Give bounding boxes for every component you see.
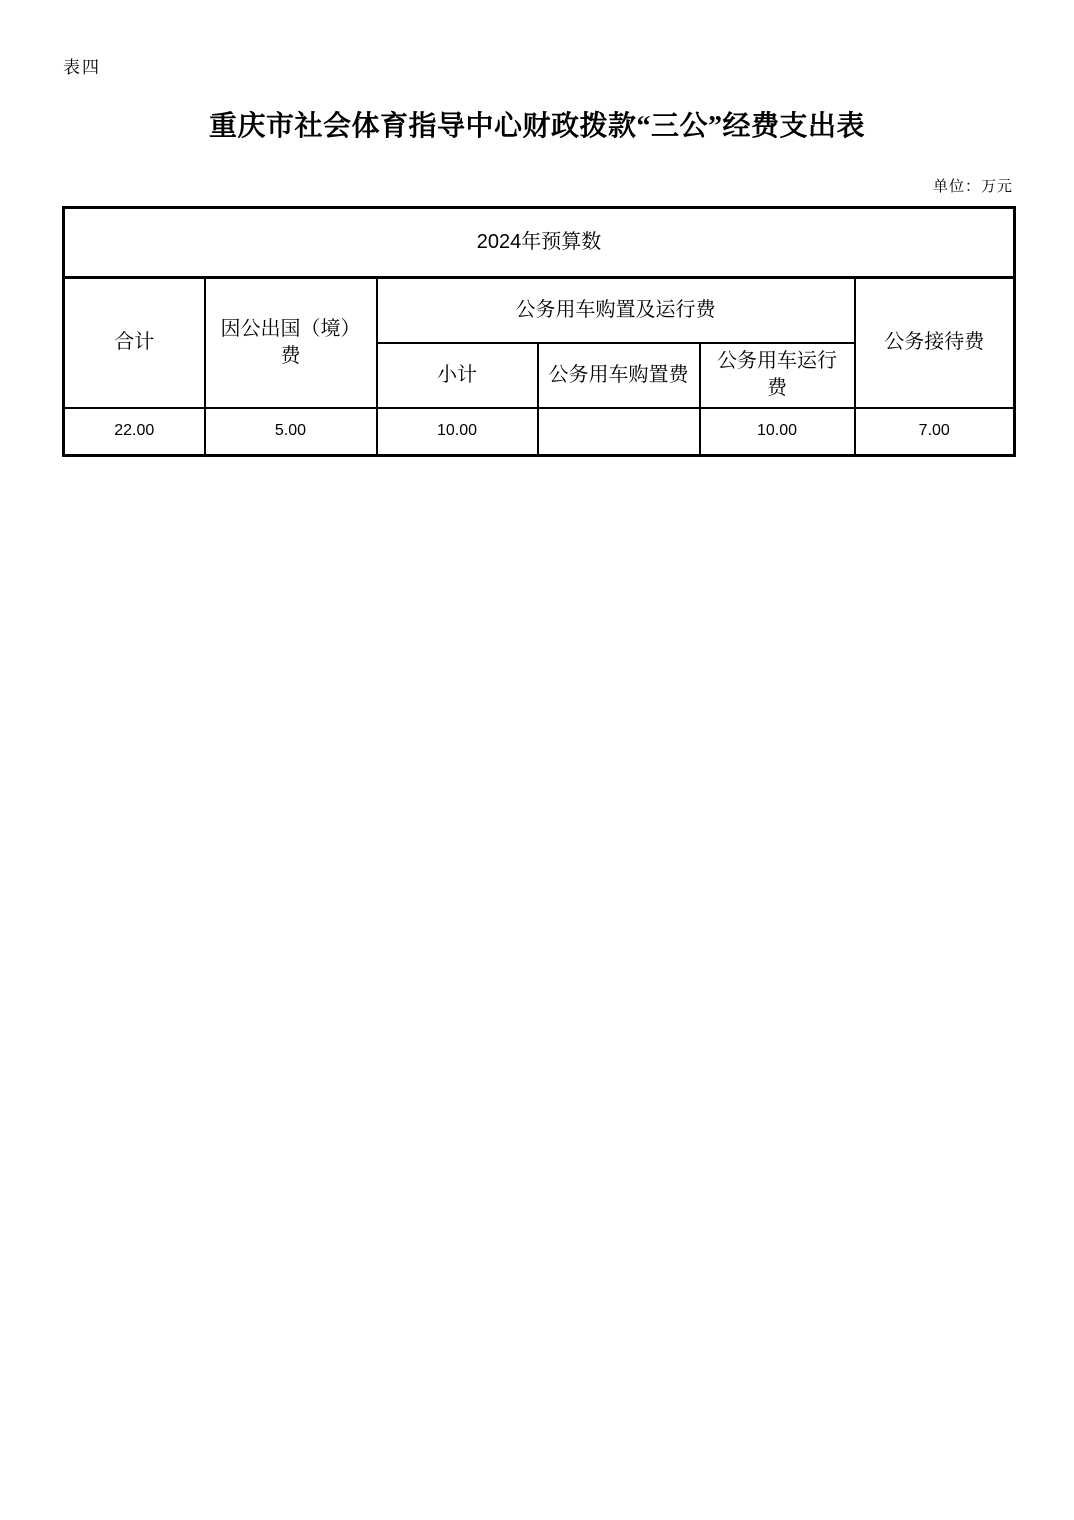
header-vehicle-group: 公务用车购置及运行费 (377, 278, 855, 343)
table-row-group-headers (64, 278, 1015, 343)
value-vehicle-purchase (538, 408, 700, 456)
unit-note: 单位：万元 (932, 179, 1013, 195)
period-header-cell: 2024年预算数 (64, 208, 1015, 278)
value-official-reception: 7.00 (855, 408, 1015, 456)
header-official-reception: 公务接待费 (855, 278, 1015, 408)
budget-table (62, 206, 1016, 457)
header-vehicle-operation-label: 公务用车运行费 (717, 350, 837, 399)
table-row-values (64, 408, 1015, 456)
value-vehicle-operation: 10.00 (700, 408, 855, 456)
header-total: 合计 (64, 278, 205, 408)
value-vehicle-subtotal: 10.00 (377, 408, 538, 456)
header-overseas-travel (205, 278, 377, 408)
sheet-label: 表四 (63, 58, 101, 77)
header-vehicle-operation (700, 343, 855, 408)
header-vehicle-subtotal: 小计 (377, 343, 538, 408)
value-total: 22.00 (64, 408, 205, 456)
header-overseas-travel-label: 因公出国（境）费 (220, 317, 361, 367)
table-row-period (64, 208, 1015, 278)
header-vehicle-purchase: 公务用车购置费 (538, 343, 700, 408)
page-title: 重庆市社会体育指导中心财政拨款“三公”经费支出表 (208, 111, 865, 142)
value-overseas-travel: 5.00 (205, 408, 377, 456)
